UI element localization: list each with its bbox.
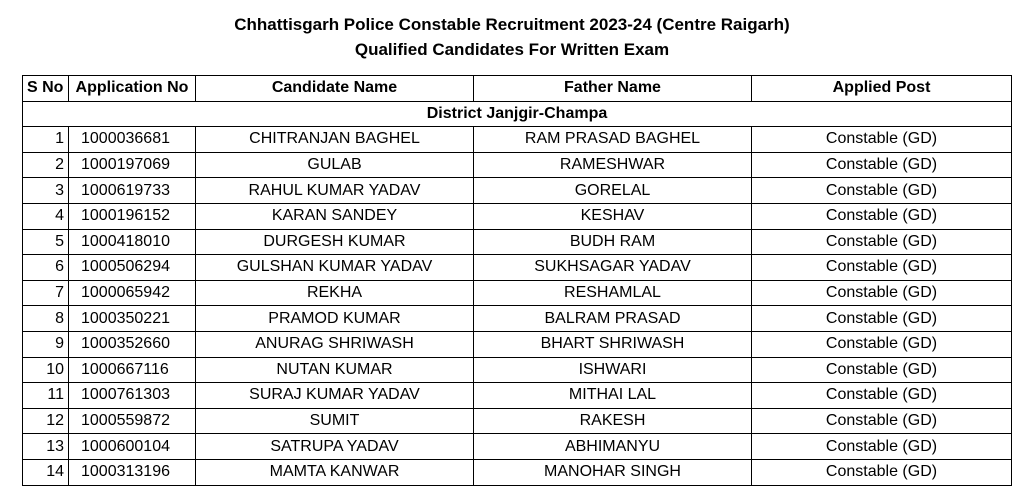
cell-father-name: GORELAL — [474, 178, 752, 204]
cell-applied-post: Constable (GD) — [752, 331, 1012, 357]
cell-candidate-name: GULSHAN KUMAR YADAV — [196, 255, 474, 281]
candidates-table — [22, 75, 1012, 486]
table-row — [23, 306, 1012, 332]
cell-application-no: 1000600104 — [69, 434, 196, 460]
table-row — [23, 331, 1012, 357]
cell-application-no: 1000506294 — [69, 255, 196, 281]
cell-father-name: MITHAI LAL — [474, 383, 752, 409]
cell-candidate-name: SUMIT — [196, 408, 474, 434]
cell-father-name: RAM PRASAD BAGHEL — [474, 127, 752, 153]
cell-candidate-name: NUTAN KUMAR — [196, 357, 474, 383]
cell-candidate-name: DURGESH KUMAR — [196, 229, 474, 255]
cell-application-no: 1000619733 — [69, 178, 196, 204]
cell-applied-post: Constable (GD) — [752, 127, 1012, 153]
cell-candidate-name: MAMTA KANWAR — [196, 459, 474, 485]
table-row — [23, 408, 1012, 434]
cell-father-name: RAMESHWAR — [474, 152, 752, 178]
cell-application-no: 1000197069 — [69, 152, 196, 178]
table-header-row — [23, 76, 1012, 102]
cell-application-no: 1000036681 — [69, 127, 196, 153]
table-row — [23, 434, 1012, 460]
table-row — [23, 203, 1012, 229]
cell-applied-post: Constable (GD) — [752, 280, 1012, 306]
cell-applied-post: Constable (GD) — [752, 306, 1012, 332]
header-father-name: Father Name — [474, 76, 752, 102]
cell-applied-post: Constable (GD) — [752, 152, 1012, 178]
cell-sno: 4 — [23, 203, 69, 229]
cell-sno: 9 — [23, 331, 69, 357]
cell-applied-post: Constable (GD) — [752, 255, 1012, 281]
cell-application-no: 1000313196 — [69, 459, 196, 485]
table-row — [23, 383, 1012, 409]
cell-father-name: ABHIMANYU — [474, 434, 752, 460]
cell-candidate-name: PRAMOD KUMAR — [196, 306, 474, 332]
cell-father-name: BALRAM PRASAD — [474, 306, 752, 332]
cell-father-name: ISHWARI — [474, 357, 752, 383]
cell-sno: 6 — [23, 255, 69, 281]
cell-sno: 1 — [23, 127, 69, 153]
cell-application-no: 1000196152 — [69, 203, 196, 229]
page-subtitle: Qualified Candidates For Written Exam — [354, 40, 670, 59]
table-row — [23, 459, 1012, 485]
table-row — [23, 280, 1012, 306]
cell-candidate-name: GULAB — [196, 152, 474, 178]
district-label: District Janjgir-Champa — [23, 101, 1012, 127]
cell-father-name: MANOHAR SINGH — [474, 459, 752, 485]
cell-father-name: BUDH RAM — [474, 229, 752, 255]
table-row — [23, 255, 1012, 281]
cell-candidate-name: KARAN SANDEY — [196, 203, 474, 229]
cell-candidate-name: RAHUL KUMAR YADAV — [196, 178, 474, 204]
cell-applied-post: Constable (GD) — [752, 383, 1012, 409]
district-row — [23, 101, 1012, 127]
cell-sno: 10 — [23, 357, 69, 383]
cell-application-no: 1000350221 — [69, 306, 196, 332]
cell-father-name: KESHAV — [474, 203, 752, 229]
table-row — [23, 152, 1012, 178]
cell-applied-post: Constable (GD) — [752, 203, 1012, 229]
cell-sno: 7 — [23, 280, 69, 306]
cell-sno: 14 — [23, 459, 69, 485]
cell-sno: 5 — [23, 229, 69, 255]
cell-candidate-name: SATRUPA YADAV — [196, 434, 474, 460]
cell-father-name: SUKHSAGAR YADAV — [474, 255, 752, 281]
cell-applied-post: Constable (GD) — [752, 357, 1012, 383]
cell-father-name: RESHAMLAL — [474, 280, 752, 306]
cell-application-no: 1000418010 — [69, 229, 196, 255]
cell-candidate-name: CHITRANJAN BAGHEL — [196, 127, 474, 153]
header-applied-post: Applied Post — [752, 76, 1012, 102]
cell-sno: 3 — [23, 178, 69, 204]
header-candidate-name: Candidate Name — [196, 76, 474, 102]
cell-sno: 12 — [23, 408, 69, 434]
cell-applied-post: Constable (GD) — [752, 229, 1012, 255]
table-row — [23, 178, 1012, 204]
cell-application-no: 1000559872 — [69, 408, 196, 434]
cell-application-no: 1000352660 — [69, 331, 196, 357]
cell-application-no: 1000667116 — [69, 357, 196, 383]
cell-sno: 8 — [23, 306, 69, 332]
page-title: Chhattisgarh Police Constable Recruitment 2023-24 (Centre Raigarh) — [234, 15, 790, 34]
cell-sno: 13 — [23, 434, 69, 460]
cell-candidate-name: ANURAG SHRIWASH — [196, 331, 474, 357]
cell-father-name: BHART SHRIWASH — [474, 331, 752, 357]
cell-sno: 2 — [23, 152, 69, 178]
header-sno: S No — [23, 76, 69, 102]
cell-applied-post: Constable (GD) — [752, 434, 1012, 460]
cell-candidate-name: REKHA — [196, 280, 474, 306]
cell-applied-post: Constable (GD) — [752, 408, 1012, 434]
cell-application-no: 1000761303 — [69, 383, 196, 409]
cell-applied-post: Constable (GD) — [752, 178, 1012, 204]
cell-candidate-name: SURAJ KUMAR YADAV — [196, 383, 474, 409]
table-row — [23, 229, 1012, 255]
cell-application-no: 1000065942 — [69, 280, 196, 306]
cell-sno: 11 — [23, 383, 69, 409]
table-row — [23, 357, 1012, 383]
cell-father-name: RAKESH — [474, 408, 752, 434]
header-application-no: Application No — [69, 76, 196, 102]
table-row — [23, 127, 1012, 153]
cell-applied-post: Constable (GD) — [752, 459, 1012, 485]
